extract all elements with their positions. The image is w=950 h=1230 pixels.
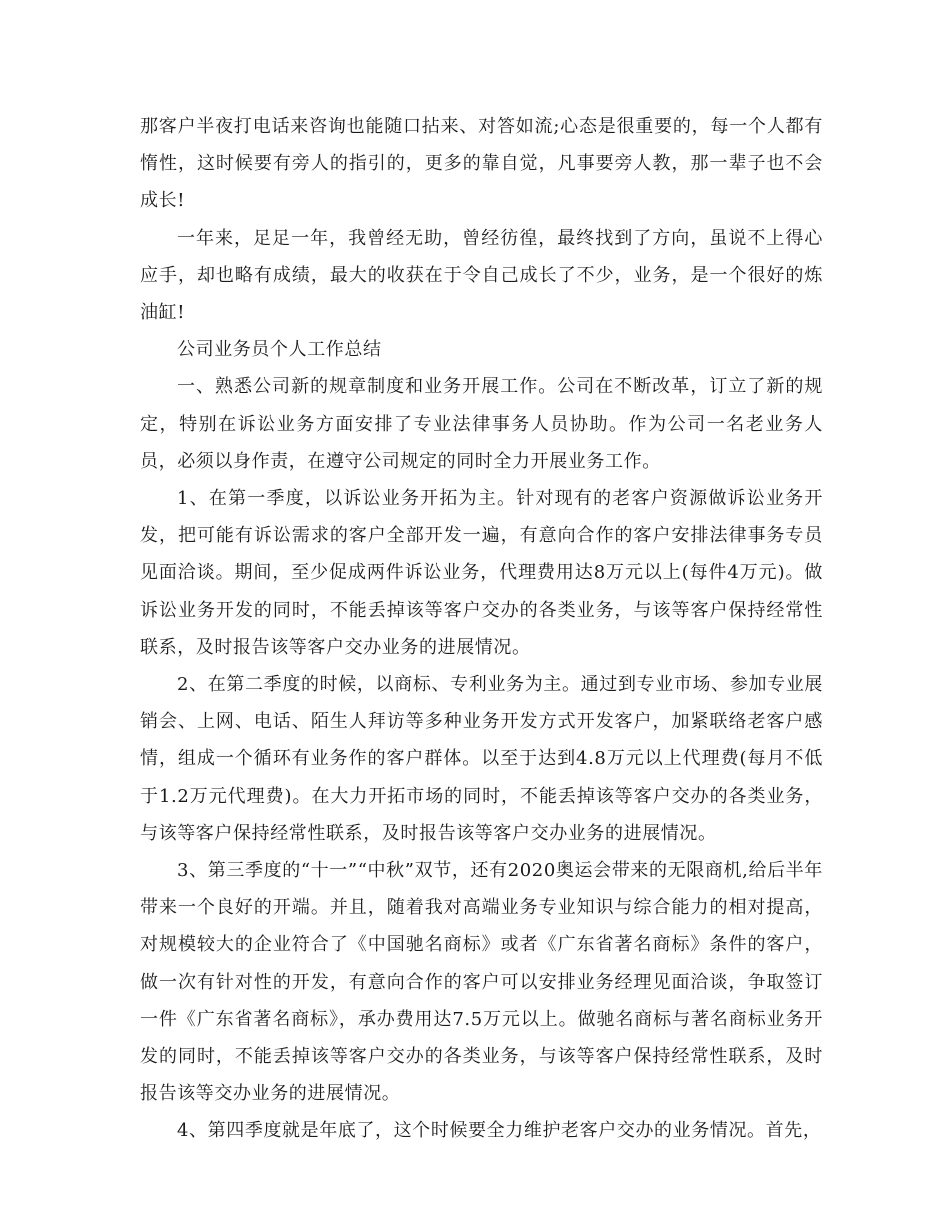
paragraph: 一、熟悉公司新的规章制度和业务开展工作。公司在不断改革，订立了新的规定，特别在诉讼业务方面安排了专业法律事务人员协助。作为公司一名老业务人员，必须以身作责，在遵守公司规定的同时全力开展业务工作。	[140, 376, 823, 472]
section-heading: 公司业务员个人工作总结	[177, 339, 382, 361]
paragraph: 2、在第二季度的时候，以商标、专利业务为主。通过到专业市场、参加专业展销会、上网、电话、陌生人拜访等多种业务开发方式开发客户，加紧联络老客户感情，组成一个循环有业务作的客户群体。以至于达到4.8万元以上代理费(每月不低于1.2万元代理费)。在大力开拓市场的同时，不能丢掉该等客户交办的各类业务，与该等客户保持经常性联系，及时报告该等客户交办业务的进展情况。	[140, 674, 823, 844]
paragraph: 一年来，足足一年，我曾经无助，曾经彷徨，最终找到了方向，虽说不上得心应手，却也略有成绩，最大的收获在于令自己成长了不少，业务，是一个很好的炼油缸!	[140, 227, 823, 324]
paragraph: 1、在第一季度，以诉讼业务开拓为主。针对现有的老客户资源做诉讼业务开发，把可能有诉讼需求的客户全部开发一遍，有意向合作的客户安排法律事务专员见面洽谈。期间，至少促成两件诉讼业务，代理费用达8万元以上(每件4万元)。做诉讼业务开发的同时，不能丢掉该等客户交办的各类业务，与该等客户保持经常性联系，及时报告该等客户交办业务的进展情况。	[140, 488, 823, 658]
paragraph: 4、第四季度就是年底了，这个时候要全力维护老客户交办的业务情况。首先，	[177, 1120, 822, 1142]
paragraph: 那客户半夜打电话来咨询也能随口拈来、对答如流;心态是很重要的，每一个人都有惰性，这时候要有旁人的指引的，更多的靠自觉，凡事要旁人教，那一辈子也不会成长!	[140, 116, 823, 212]
paragraph: 3、第三季度的“十一”“中秋”双节，还有2020奥运会带来的无限商机,给后半年带来一个良好的开端。并且，随着我对高端业务专业知识与综合能力的相对提高，对规模较大的企业符合了《中国驰名商标》或者《广东省著名商标》条件的客户，做一次有针对性的开发，有意向合作的客户可以安排业务经理见面洽谈，争取签订一件《广东省著名商标》，承办费用达7.5万元以上。做驰名商标与著名商标业务开发的同时，不能丢掉该等客户交办的各类业务，与该等客户保持经常性联系，及时报告该等交办业务的进展情况。	[140, 860, 823, 1105]
document-body	[140, 108, 823, 1150]
